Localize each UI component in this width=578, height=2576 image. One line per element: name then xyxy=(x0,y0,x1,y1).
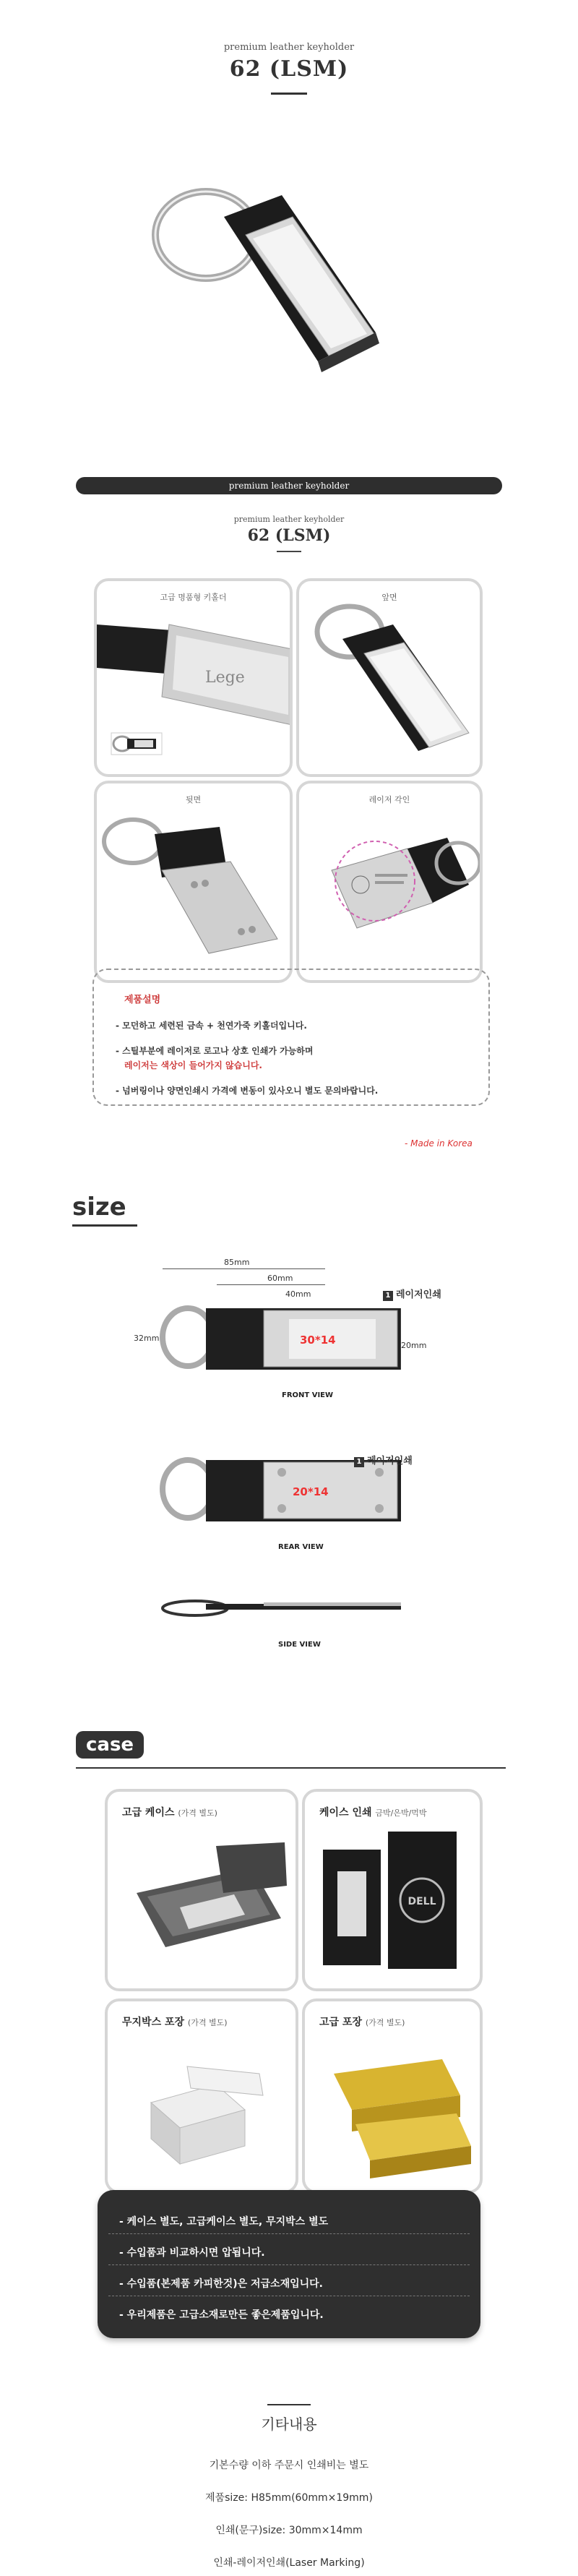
side-view-label: SIDE VIEW xyxy=(278,1641,321,1649)
notes-title: 제품설명 xyxy=(124,995,161,1005)
info-separator xyxy=(108,2264,470,2265)
product-band: premium leather keyholder xyxy=(76,477,502,494)
keyholder-closeup-image xyxy=(97,581,293,777)
case-title: 케이스 인쇄 금박/은박/먹박 xyxy=(319,1807,427,1819)
photo-label: 뒷면 xyxy=(185,795,202,804)
front-view-label: FRONT VIEW xyxy=(282,1391,334,1399)
side-view-diagram xyxy=(155,1587,401,1630)
dim-print-width: 40mm xyxy=(285,1289,311,1299)
info-line: - 수입품(본제품 카피한것)은 저급소재입니다. xyxy=(119,2278,323,2290)
footer-line: 제품size: H85mm(60mm×19mm) xyxy=(205,2492,373,2504)
section-subtitle: premium leather keyholder xyxy=(233,515,345,524)
rear-print-size: 20*14 xyxy=(293,1485,329,1498)
footer-title: 기타내용 xyxy=(261,2416,317,2433)
info-line: - 수입품과 비교하시면 압됩니다. xyxy=(119,2247,265,2259)
gold-box-image xyxy=(305,2001,483,2194)
note-line-highlight: 레이저는 색상이 들어가지 않습니다. xyxy=(124,1060,262,1070)
case-box-plain xyxy=(105,1998,298,2194)
case-header: case xyxy=(76,1731,144,1759)
svg-text:Lege: Lege xyxy=(205,669,245,687)
photo-label: 레이저 각인 xyxy=(368,795,410,804)
dim-total-width: 85mm xyxy=(224,1258,250,1267)
photo-label: 앞면 xyxy=(381,593,397,602)
rear-view-label: REAR VIEW xyxy=(278,1543,324,1551)
keyholder-front-image xyxy=(299,581,483,777)
hero-divider xyxy=(271,93,307,95)
footer-line: 인쇄-레이저인쇄(Laser Marking) xyxy=(213,2557,365,2569)
dim-line xyxy=(163,1268,325,1269)
case-header-rule xyxy=(76,1767,506,1769)
front-view-diagram xyxy=(155,1297,401,1384)
keyholder-laser-image xyxy=(299,783,483,983)
made-in-label: - Made in Korea xyxy=(405,1138,473,1149)
case-box-premium xyxy=(105,1789,298,1991)
brand-logo: DELL xyxy=(407,1896,436,1907)
size-header: size xyxy=(72,1193,126,1222)
laser-label-front: 1 레이저인쇄 xyxy=(383,1287,441,1301)
footer-line: 인쇄(문구)size: 30mm×14mm xyxy=(215,2525,363,2536)
footer-divider xyxy=(267,2404,311,2405)
hero-title: 62 (LSM) xyxy=(229,56,349,82)
premium-case-image xyxy=(108,1792,298,1991)
section-title: 62 (LSM) xyxy=(247,526,331,545)
dim-line xyxy=(217,1284,325,1285)
hero-subtitle: premium leather keyholder xyxy=(223,42,355,53)
case-box-print xyxy=(302,1789,483,1991)
dim-height-right: 20mm xyxy=(401,1341,427,1350)
plain-box-image xyxy=(108,2001,298,2194)
photo-label: 고급 명품형 키홀더 xyxy=(160,593,227,602)
photo-box-main xyxy=(94,578,293,777)
note-line: - 스틸부분에 레이저로 로고나 상호 인쇄가 가능하며 xyxy=(116,1046,314,1056)
info-line: - 우리제품은 고급소재로만든 좋은제품입니다. xyxy=(119,2309,324,2321)
keyholder-back-image xyxy=(97,783,293,983)
laser-label-rear: 1 레이저인쇄 xyxy=(354,1453,413,1467)
info-separator xyxy=(108,2233,470,2234)
dim-height-left: 32mm xyxy=(134,1334,160,1343)
note-line: - 모던하고 세련된 금속 + 천연가죽 키홀더입니다. xyxy=(116,1021,307,1031)
photo-box-back xyxy=(94,781,293,983)
case-title: 고급 포장 (가격 별도) xyxy=(319,2017,405,2028)
case-box-luxury xyxy=(302,1998,483,2194)
info-line: - 케이스 별도, 고급케이스 별도, 무지박스 별도 xyxy=(119,2216,329,2228)
section-divider xyxy=(277,551,301,552)
case-title: 고급 케이스 (가격 별도) xyxy=(122,1807,217,1819)
photo-box-laser xyxy=(296,781,483,983)
photo-box-front xyxy=(296,578,483,777)
footer-line: 기본수량 이하 주문시 인쇄비는 별도 xyxy=(209,2460,369,2471)
case-title: 무지박스 포장 (가격 별도) xyxy=(122,2017,228,2028)
size-header-underline xyxy=(72,1224,137,1227)
printed-case-image xyxy=(305,1792,483,1991)
dim-metal-width: 60mm xyxy=(267,1274,293,1283)
front-print-size: 30*14 xyxy=(300,1334,336,1347)
note-line: - 넘버링이나 양면인쇄시 가격에 변동이 있사오니 별도 문의바랍니다. xyxy=(116,1086,379,1096)
hero-product-image xyxy=(137,166,441,405)
